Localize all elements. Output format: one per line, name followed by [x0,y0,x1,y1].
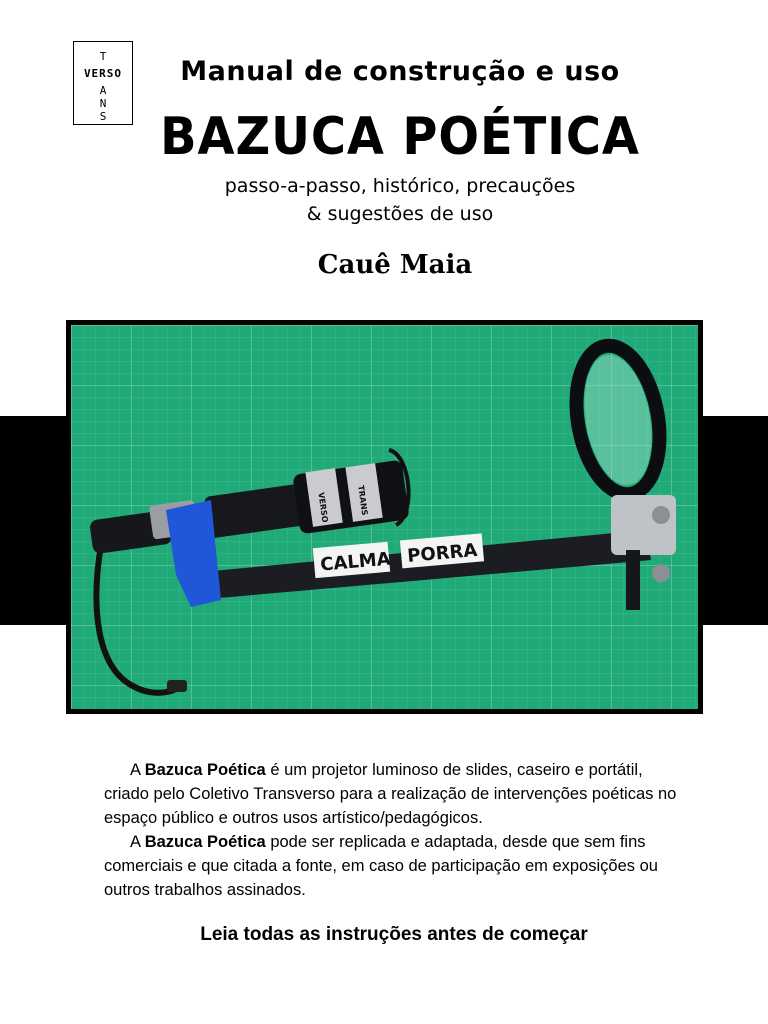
sticker-trans-text: TRANS [356,484,370,517]
paragraph-2: A Bazuca Poética pode ser replicada e adaptada, desde que sem fins comerciais e que citada a fonte, em caso de participação em exposições ou outros trabalhos assinados. [104,833,658,899]
bold-bazuca-1: Bazuca Poética [144,761,266,779]
bazuca-illustration [71,325,698,709]
logo-word-verso: VERSO [83,67,123,80]
sticker-verso-text: VERSO [316,491,330,524]
bracket-post [626,550,640,610]
logo-letter-n: N [99,97,107,110]
subtitle-line-1: passo-a-passo, histórico, precauções [224,175,576,197]
logo-letter-s: S [99,110,107,123]
wing-nut-bottom [652,564,670,582]
transverso-logo [73,41,133,125]
label-porra: PORRA [406,539,479,567]
page-title: BAZUCA POÉTICA [160,107,640,167]
bazuca-photo [66,320,703,714]
author-name: Cauê Maia [317,250,473,280]
strap-cord [96,545,179,693]
subtitle-line-2: & sugestões de uso [306,203,494,225]
logo-letter-t: T [99,50,107,63]
bold-bazuca-2: Bazuca Poética [144,833,266,851]
pre-title: Manual de construção e uso [180,56,620,87]
metal-bracket [611,495,676,555]
paragraph-1: A Bazuca Poética é um projetor luminoso de slides, caseiro e portátil, criado pelo Coletivo Transverso para a realização de intervenções poéticas no espaço público e outros usos artístico/pedagógicos. [104,761,677,827]
description [104,758,684,902]
label-calma: CALMA [319,548,392,576]
strap-clip [167,680,187,692]
wing-nut-top [652,506,670,524]
read-instructions-notice: Leia todas as instruções antes de começar [200,924,588,945]
logo-letter-a: A [99,84,107,97]
